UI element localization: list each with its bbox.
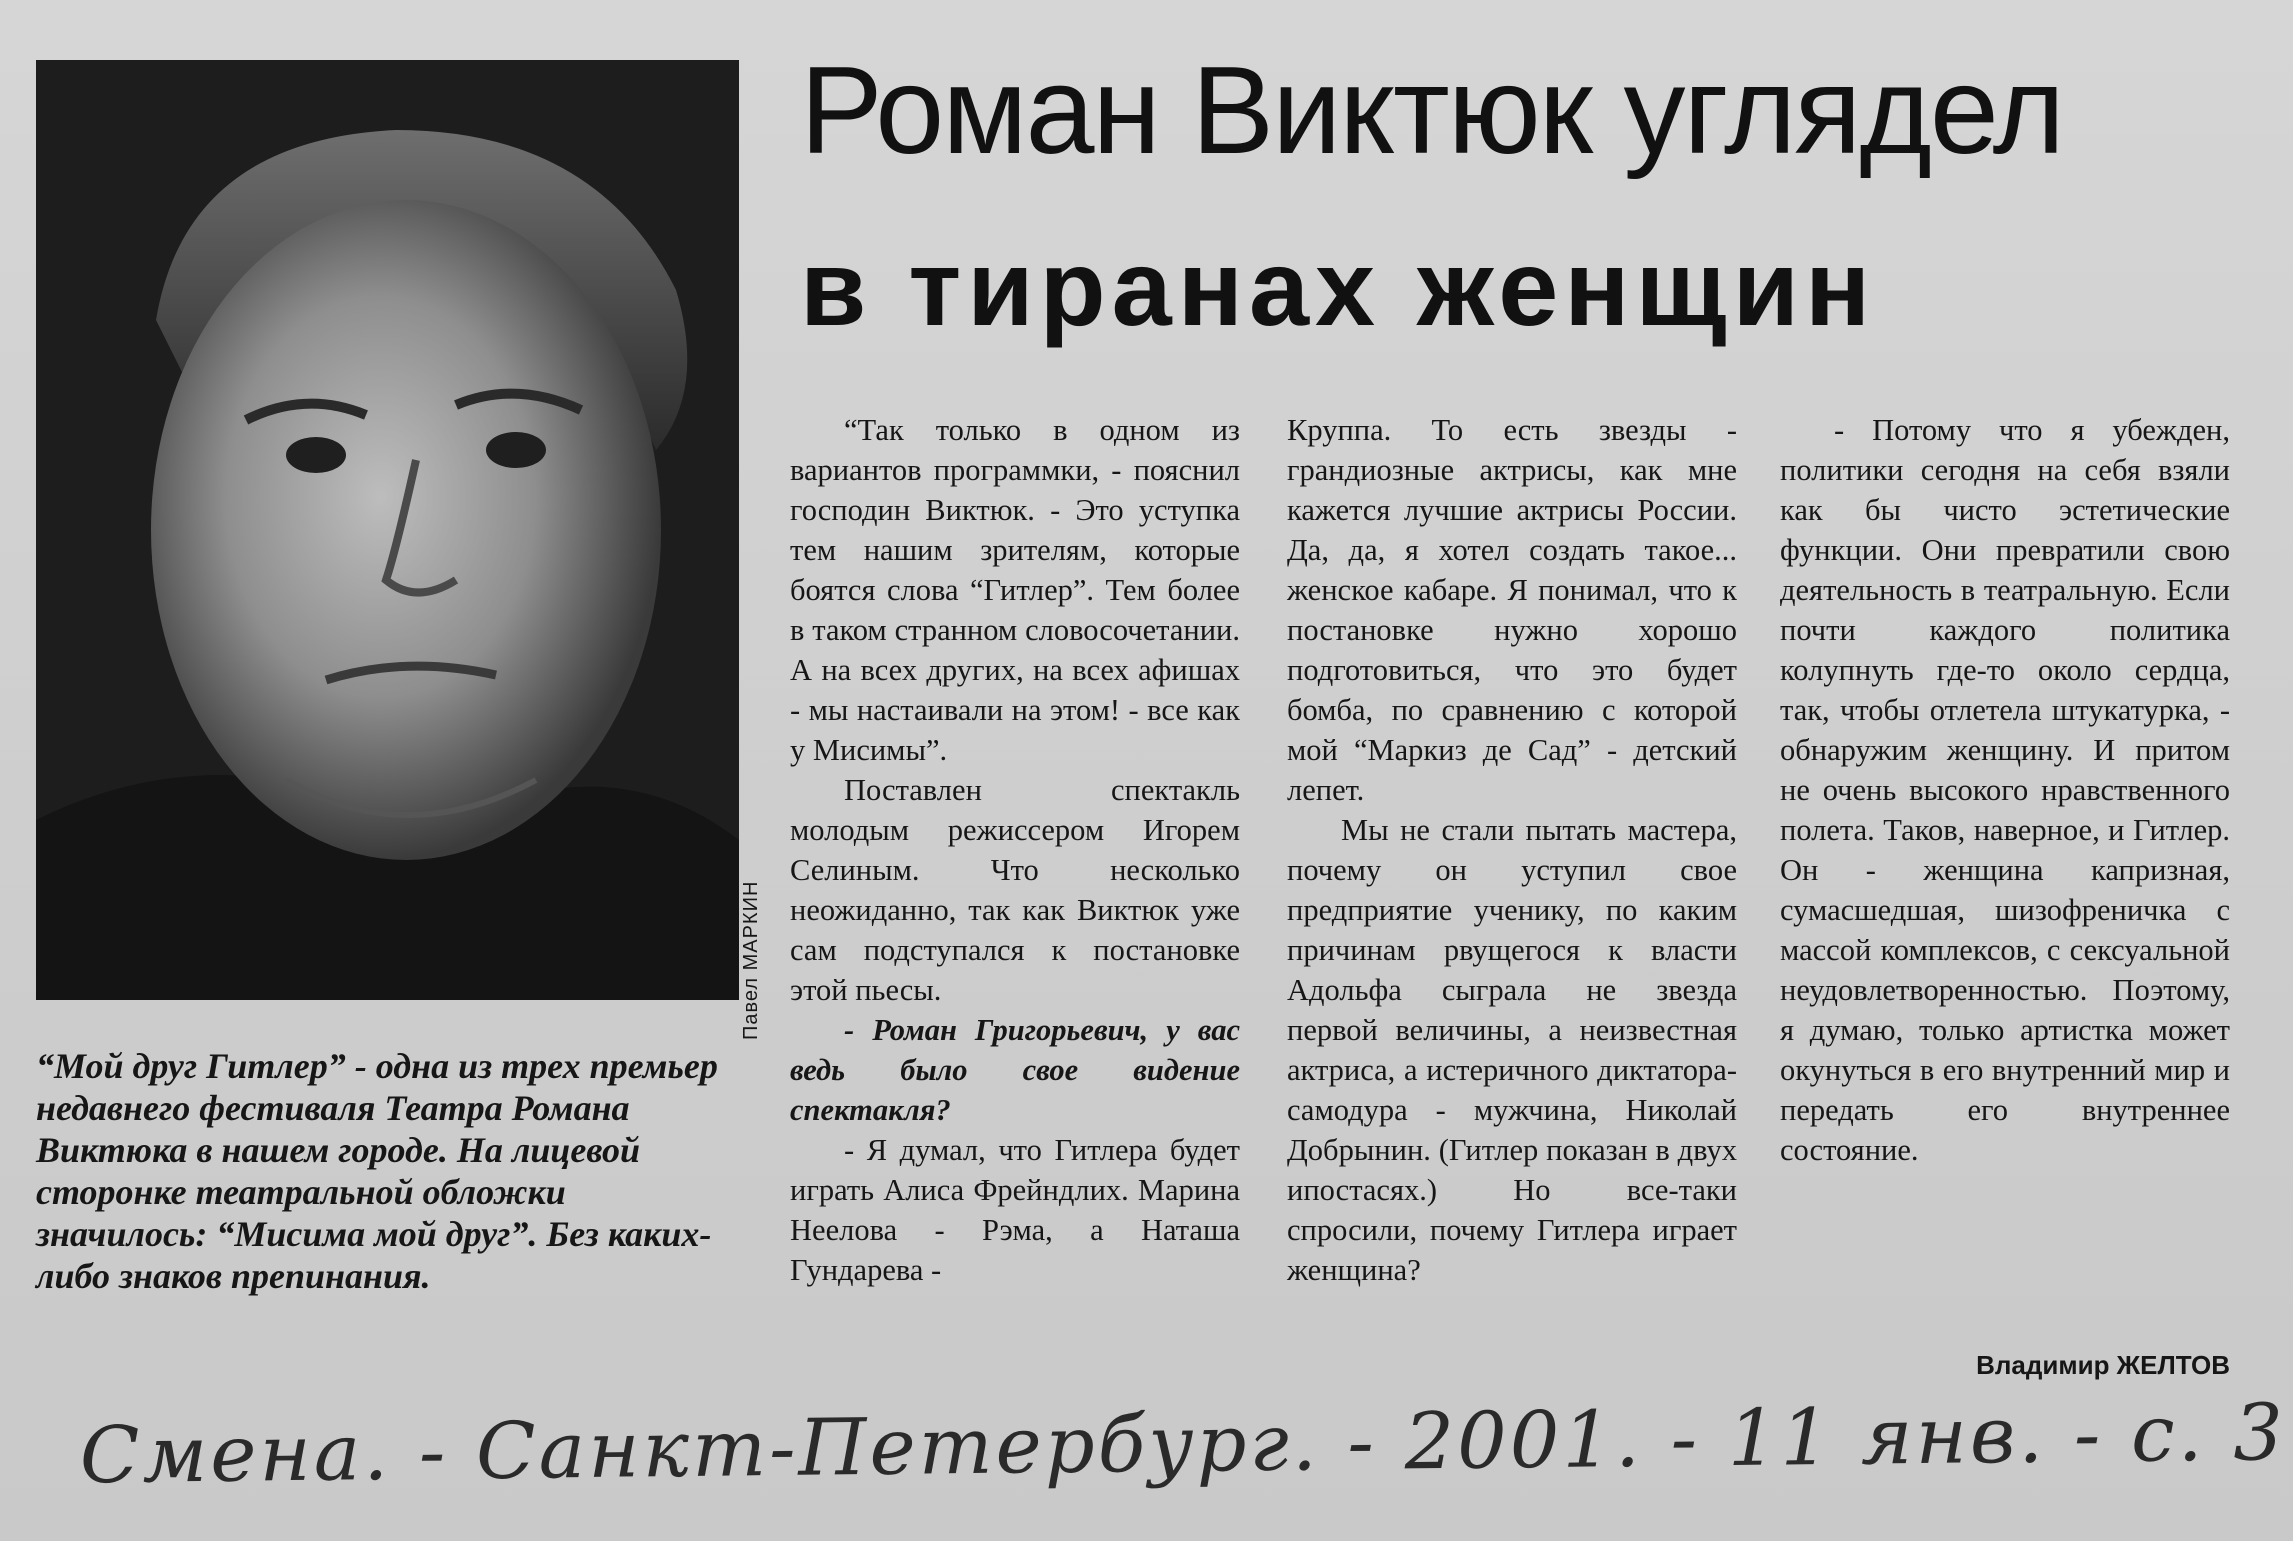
article-column-1: [790, 410, 1240, 1290]
headline-line-2: в тиранах женщин: [800, 227, 1877, 348]
portrait-photo: [36, 60, 739, 1000]
portrait-image: [36, 60, 739, 1000]
article-paragraph: Круппа. То есть звезды - грандиозные актрисы, как мне кажется лучшие актрисы России. Да, да, я хотел создать такое... женское кабаре. Я понимал, что к постановке нужно хорошо подготовиться, что это будет бомба, по сравнению с которой мой “Маркиз де Сад” - детский лепет.: [1287, 413, 1737, 807]
article-paragraph: - Я думал, что Гитлера будет играть Алиса Фрейндлих. Марина Неелова - Рэма, а Наташа Гундарева -: [790, 1133, 1240, 1287]
article-column-3: [1780, 410, 2230, 1170]
headline-line-1: Роман Виктюк углядел: [800, 42, 2064, 180]
photo-credit: Павел МАРКИН: [740, 880, 762, 1040]
photo-caption: “Мой друг Гитлер” - одна из трех премьер недавнего фестиваля Театра Романа Виктюка в нашем городе. На лицевой сторонке театральной обложки значилось: “Мисима мой друг”. Без каких-либо знаков препинания.: [36, 1046, 718, 1296]
article-paragraph: Мы не стали пытать мастера, почему он уступил свое предприятие ученику, по каким причинам рвущегося к власти Адольфа сыграла не звезда первой величины, а неизвестная актриса, а истеричного диктатора-самодура - мужчина, Николай Добрынин. (Гитлер показан в двух ипостасях.) Но все-таки спросили, почему Гитлера играет женщина?: [1287, 813, 1737, 1287]
article-column-2: [1287, 410, 1737, 1290]
article-paragraph: - Потому что я убежден, политики сегодня на себя взяли как бы чисто эстетические функции. Они превратили свою деятельность в театральную. Если почти каждого политика колупнуть где-то около сердца, так, чтобы отлетела штукатурка, - обнаружим женщину. И притом не очень высокого нравственного полета. Таков, наверное, и Гитлер. Он - женщина капризная, сумасшедшая, шизофреничка с массой комплексов, с сексуальной неудовлетворенностью. Поэтому, я думаю, только артистка может окунуться в его внутренний мир и передать его внутреннее состояние.: [1780, 413, 2230, 1167]
interviewer-question: - Роман Григорьевич, у вас ведь было свое видение спектакля?: [790, 1013, 1240, 1127]
author-signature: Владимир ЖЕЛТОВ: [1976, 1350, 2230, 1380]
article-paragraph: “Так только в одном из вариантов программки, - пояснил господин Виктюк. - Это уступка тем нашим зрителям, которые боятся слова “Гитлер”. Тем более в таком странном словосочетании. А на всех других, на всех афишах - мы настаивали на этом! - все как у Мисимы”.: [790, 413, 1240, 767]
handwritten-source-note: Смена. - Санкт-Петербург. - 2001. - 11 янв. - с. 3: [79, 1388, 2287, 1502]
article-paragraph: Поставлен спектакль молодым режиссером Игорем Селиным. Что несколько неожиданно, так как Виктюк уже сам подступался к постановке этой пьесы.: [790, 773, 1240, 1007]
